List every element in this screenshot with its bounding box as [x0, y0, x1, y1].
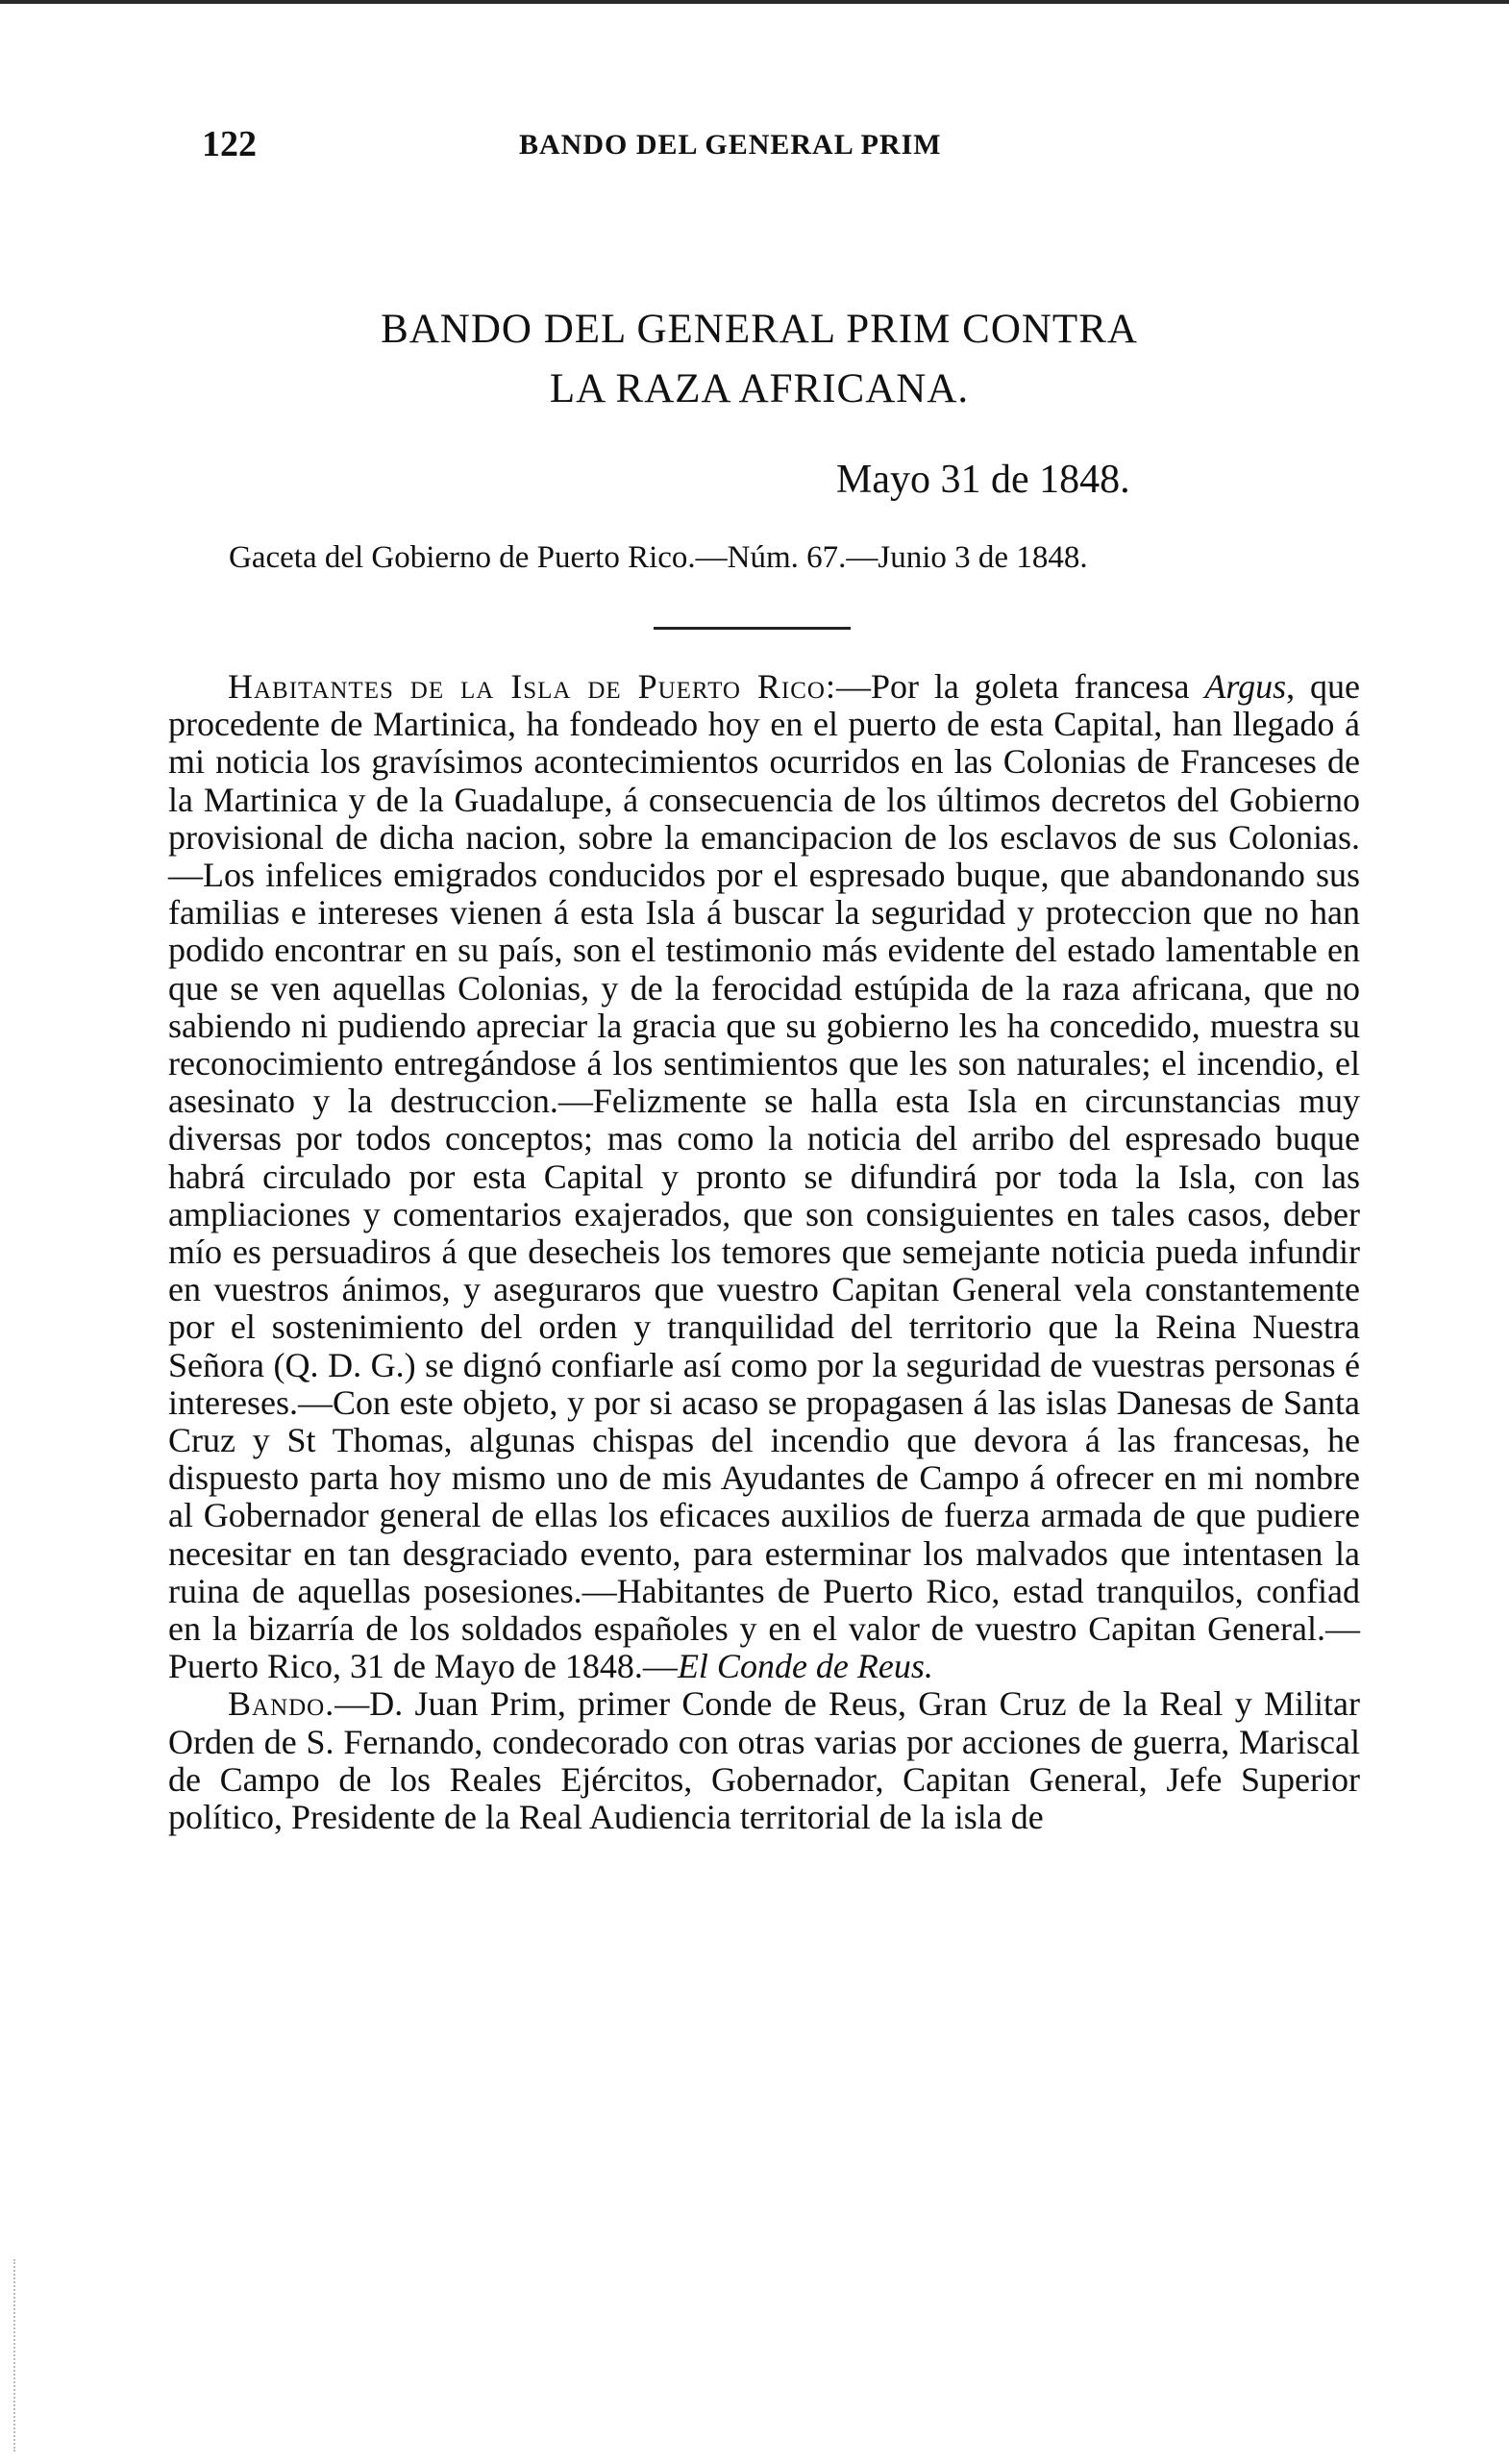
proclamation-opening: Habitantes de la Isla de Puerto Rico:	[228, 667, 836, 706]
document-title-line-1: BANDO DEL GENERAL PRIM CONTRA	[381, 307, 1138, 352]
bando-opening: Bando.	[228, 1684, 335, 1724]
page-number: 122	[202, 124, 257, 164]
paragraph-proclamation	[168, 668, 1360, 1685]
proclamation-text-a: —Por la goleta francesa	[835, 667, 1205, 706]
source-citation: Gaceta del Gobierno de Puerto Rico.—Núm. 67.—Junio 3 de 1848.	[229, 540, 1088, 575]
document-date: Mayo 31 de 1848.	[836, 458, 1130, 502]
section-separator	[654, 627, 851, 630]
paragraph-bando	[168, 1685, 1360, 1836]
body-text	[168, 668, 1360, 1836]
ship-name: Argus	[1204, 667, 1287, 706]
margin-scan-marks	[13, 2259, 19, 2452]
running-header	[202, 123, 1365, 169]
signature: El Conde de Reus.	[677, 1647, 933, 1686]
proclamation-text-b: , que procedente de Martinica, ha fondeado hoy en el puerto de esta Capital, han llegado á mi noticia los gravísimos acontecimientos ocurridos en las Colonias de Franceses de la Martinica y de la Guadalupe, á consecuencia de los últimos decretos del Gobierno provisional de dicha nacion, sobre la emancipacion de los esclavos de sus Colonias.—Los infelices emigrados conducidos por el espresado buque, que abandonando sus familias e intereses vienen á esta Isla á buscar la seguridad y proteccion que no han podido encontrar en su país, son el testimonio más evidente del estado lamentable en que se ven aquellas Colonias, y de la ferocidad estúpida de la raza africana, que no sabiendo ni pudiendo apreciar la gracia que su gobierno les ha concedido, muestra su reconocimiento entregándose á los sentimientos que les son naturales; el incendio, el asesinato y la destruccion.—Felizmente se halla esta Isla en circunstancias muy diversas por todos conceptos; mas como la noticia del arribo del espresado buque habrá circulado por esta Capital y pronto se difundirá por toda la Isla, con las ampliaciones y comentarios exajerados, que son consiguientes en tales casos, deber mío es persuadiros á que desecheis los temores que semejante noticia pueda infundir en vuestros ánimos, y aseguraros que vuestro Capitan General vela constantemente por el sostenimiento del orden y tranquilidad del territorio que la Reina Nuestra Señora (Q. D. G.) se dignó confiarle así como por la seguridad de vuestras personas é intereses.—Con este objeto, y por si acaso se propagasen á las islas Danesas de Santa Cruz y St Thomas, algunas chispas del incendio que devora á las francesas, he dispuesto parta hoy mismo uno de mis Ayudantes de Campo á ofrecer en mi nombre al Gobernador general de ellas los eficaces auxilios de fuerza armada de que pudiere necesitar en tan desgraciado evento, para esterminar los malvados que intentasen la ruina de aquellas posesiones.—Habitantes de Puerto Rico, estad tranquilos, confiad en la bizarría de los soldados españoles y en el valor de vuestro Capitan General.—Puerto Rico, 31 de Mayo de 1848.—	[168, 667, 1360, 1686]
document-title-line-2: LA RAZA AFRICANA.	[549, 366, 970, 411]
running-title: BANDO DEL GENERAL PRIM	[519, 129, 942, 161]
bando-text: —D. Juan Prim, primer Conde de Reus, Gran Cruz de la Real y Militar Orden de S. Fernando, condecorado con otras varias por acciones de guerra, Mariscal de Campo de los Reales Ejércitos, Gobernador, Capitan General, Jefe Superior político, Presidente de la Real Audiencia territorial de la isla de	[168, 1684, 1360, 1837]
